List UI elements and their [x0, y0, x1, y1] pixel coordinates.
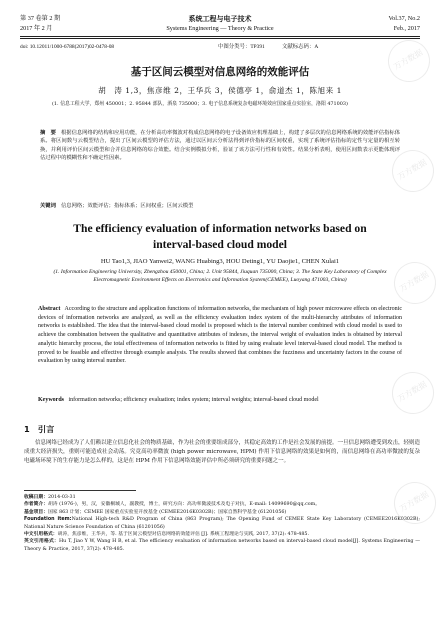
- header-rule: [20, 36, 420, 37]
- journal-date: 2017 年 2 月: [20, 25, 53, 32]
- footnote-funding-cn: 基金项目：国家 863 计划；CEMEE 国家重点实验室开放基金 (CEMEE2016K0302B)；国家自然科学基金 (61201056): [24, 509, 287, 515]
- journal-name-en: Systems Engineering — Theory & Practice: [166, 25, 274, 32]
- abstract-en: [38, 305, 402, 366]
- keywords-cn-text: 信息网络；效能评估；指标体系；区间权重；区间云模型: [60, 203, 194, 209]
- watermark-text: 万方数据: [396, 379, 429, 404]
- authors-en: HU Tao1,3, JIAO Yanwei2, WANG Huabing3, HOU Deting1, YU Daojie1, CHEN Xulai1: [100, 258, 340, 265]
- watermark-stamp: [384, 364, 440, 421]
- section-1-heading: 1 引言: [24, 424, 55, 434]
- abstract-en-label: Abstract: [38, 306, 61, 312]
- footnote-author-bio: 作者简介：胡涛 (1976-)，男，汉，安徽桐城人，副教授，博士，研究方向：高功率微波技术及电子对抗，E-mail: 14099690@qq.com。: [24, 502, 321, 508]
- footnote-received: 收稿日期：2014-03-31: [24, 495, 76, 500]
- title-en-line1: The efficiency evaluation of information networks based on: [73, 222, 367, 235]
- authors-cn: 胡 涛 1,3，焦彦维 2，王华兵 3，侯德亭 1，俞道杰 1，陈旭来 1: [98, 86, 342, 95]
- section-1-body: 信息网络已经成为了人们赖以建立信息化社会的物质基础，作为社会的重要组成部分，其稳定高效的工作是社会发展的前提。一旦信息网络遭受到攻击，轻则造成重大经济损失，重则可能造成社会动荡。究竟高功率微波 (high power microwave, HPM) 作用下信息网络的效果是如何的，而信息网络在高功率微波的复杂电磁场环境下的生存能力是怎么样的，这是在 HPM 作用下信息网络效能评估中所必须研究的重要问题之一。: [24, 440, 421, 465]
- title-cn: 基于区间云模型对信息网络的效能评估: [130, 66, 310, 78]
- title-en-line2: interval-based cloud model: [153, 238, 287, 251]
- header-rule-thin: [20, 38, 420, 39]
- abstract-cn-text: 根据信息网络的结构和应用功能，在分析高功率微波对构成信息网络的电子设备效应机理基础上，构建了多层次的信息网络系统的效能评估指标体系。将区间数与云模型结合，提出了区间云模型的评估方法，通过以区间云分析法得到评价指标的区间权重，实现了系统评估指标的定性与定量的相互转换，并利用评价区间云模型和合并信息网络的综合效能。结合实例模拟分析，验证了该方法可行性和有效性。结果分析表明，使用区间数表示更能体现评估过程中的模糊性和不确定性因素。: [40, 130, 400, 161]
- journal-date-en: Feb., 2017: [393, 25, 420, 32]
- doi: doi: 10.12011/1000-6788(2017)02-0478-08: [20, 44, 115, 50]
- watermark-text: 万方数据: [398, 489, 431, 514]
- footnotes: [24, 494, 420, 553]
- watermark-text: 万方数据: [392, 47, 425, 72]
- footnote-citation-en: 英文引用格式：Hu T, Jiao Y W, Wang H B, et al. The efficiency evaluation of information networks based on interval-based cloud model[J]. Systems Engineering — Theory & Practice, 2017, 37(2): 478-485.: [24, 539, 420, 552]
- journal-volume: 第 37 卷第 2 期: [20, 15, 61, 22]
- document-code: 文献标志码：A: [282, 44, 319, 50]
- abstract-cn-label: 摘 要: [40, 130, 56, 136]
- journal-name-cn: 系统工程与电子技术: [188, 15, 252, 23]
- affiliation-cn: (1. 信息工程大学，郑州 450001；2. 95844 部队，酒泉 735000；3. 电子信息系统复杂电磁环境效应国家重点实验室，洛阳 471003): [52, 101, 348, 107]
- keywords-en-text: information networks; efficiency evaluation; index system; interval weights; interval-based cloud model: [68, 397, 319, 403]
- abstract-cn: [40, 129, 400, 162]
- title-en: [40, 221, 400, 253]
- keywords-cn: [40, 201, 400, 209]
- watermark-text: 万方数据: [398, 269, 431, 294]
- footnote-funding-en: Foundation item:National High-tech R&D Program of China (863 Program); The Opening Fund of CEMEE State Key Laboratory (CEMEE2016K0302B); National Nature Science Foundation of China (61201056): [24, 517, 420, 530]
- footnote-rule: [24, 490, 136, 491]
- footnote-citation-cn: 中文引用格式：胡涛，焦彦维，王华兵，等. 基于区间云模型对信息网络的效能评估 [J]. 系统工程理论与实践, 2017, 37(2): 478-485.: [24, 532, 309, 538]
- abstract-en-text: According to the structure and application functions of information networks, the mechanism of high power microwave effects on electronic devices of information networks are analyzed, as well as the efficiency evaluation index system of the multi-hierarchy attributes of information networks is established. The idea that the interval-based cloud model is proposed which is the interval number combined with cloud model is used to achieve the combination between the qualitative and quantitative attributes of indexes, the interval weight of evaluation index is obtained by interval analytic hierarchy process, the total effectiveness of information networks is fitted by using evaluate level interval-based cloud model. The method is proved to be feasible and effective through example analysis. The results showed that combines the fuzziness and uncertainty factors in the course of evaluation by using interval number.: [38, 306, 403, 365]
- watermark-text: 万方数据: [396, 157, 429, 182]
- journal-volume-en: Vol.37, No.2: [388, 15, 420, 22]
- keywords-en: [38, 396, 402, 405]
- watermark-stamp: [380, 32, 437, 89]
- keywords-cn-label: 关键词: [40, 203, 56, 209]
- affiliation-en: (1. Information Engineering University, Zhengzhou 450001, China; 2. Unit 95844, Jiuquan 735000, China; 3. The State Key Laboratory of Complex Electromagnetic Environment Effects on Electronics and Information System(CEMEE), Luoyang 471003, China): [53, 269, 387, 283]
- clc-number: 中图分类号：TP391: [218, 44, 265, 50]
- keywords-en-label: Keywords: [38, 397, 64, 403]
